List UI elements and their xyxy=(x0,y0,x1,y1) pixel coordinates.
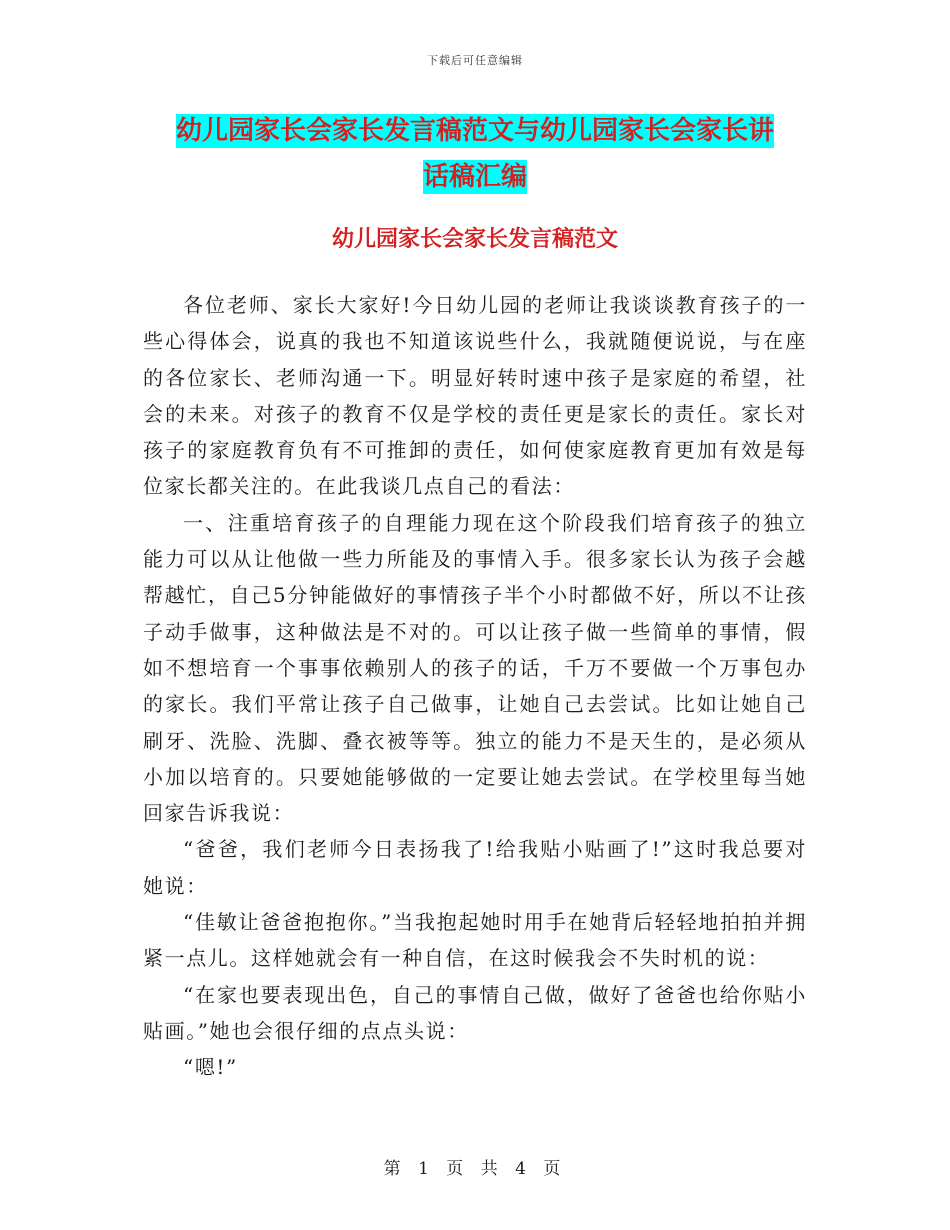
body-paragraph: “嗯!” xyxy=(183,1055,238,1080)
body-paragraph: “佳敏让爸爸抱抱你。”当我抱起她时用手在她背后轻轻地拍拍并拥紧一点儿。这样她就会有一种自信，在这时候我会不失时机的说： xyxy=(143,910,807,971)
document-title-line2: 话稿汇编 xyxy=(422,162,527,192)
document-title xyxy=(150,108,800,200)
document-title-line1: 幼儿园家长会家长发言稿范文与幼儿园家长会家长讲 xyxy=(175,116,774,146)
header-note: 下载后可任意编辑 xyxy=(427,54,523,67)
body-paragraph: “在家也要表现出色，自己的事情自己做，做好了爸爸也给你贴小贴画。”她也会很仔细的点点头说： xyxy=(143,982,807,1043)
body-paragraph: 各位老师、家长大家好!今日幼儿园的老师让我谈谈教育孩子的一些心得体会，说真的我也不知道该说些什么，我就随便说说，与在座的各位家长、老师沟通一下。明显好转时速中孩子是家庭的希望，社会的未来。对孩子的教育不仅是学校的责任更是家长的责任。家长对孩子的家庭教育负有不可推卸的责任，如何使家庭教育更加有效是每位家长都关注的。在此我谈几点自己的看法： xyxy=(143,293,807,499)
document-body xyxy=(143,287,807,1086)
body-paragraph: 一、注重培育孩子的自理能力现在这个阶段我们培育孩子的独立能力可以从让他做一些力所能及的事情入手。很多家长认为孩子会越帮越忙，自己5分钟能做好的事情孩子半个小时都做不好，所以不让孩子动手做事，这种做法是不对的。可以让孩子做一些简单的事情，假如不想培育一个事事依赖别人的孩子的话，千万不要做一个万事包办的家长。我们平常让孩子自己做事，让她自己去尝试。比如让她自己刷牙、洗脸、洗脚、叠衣被等等。独立的能力不是天生的，是必须从小加以培育的。只要她能够做的一定要让她去尝试。在学校里每当她回家告诉我说： xyxy=(143,510,807,826)
body-paragraph: “爸爸，我们老师今日表扬我了!给我贴小贴画了!”这时我总要对她说： xyxy=(143,837,807,898)
section-title: 幼儿园家长会家长发言稿范文 xyxy=(331,227,618,252)
page-number-footer: 第 1 页 共 4 页 xyxy=(383,1159,567,1179)
